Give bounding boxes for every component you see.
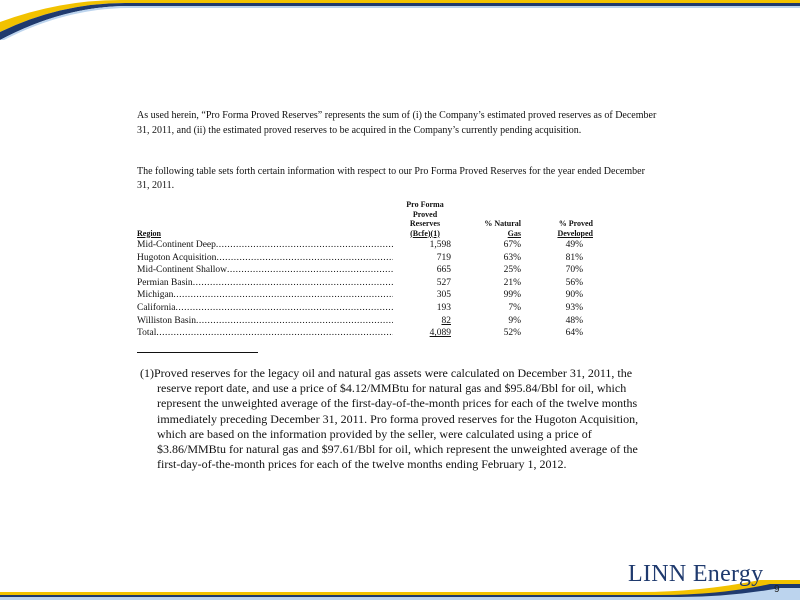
- total-developed-cell: 64%: [565, 328, 583, 339]
- region-cell: Hugoton Acquisition: [137, 252, 217, 263]
- region-cell: Mid-Continent Shallow: [137, 265, 227, 276]
- table-intro-paragraph: The following table sets forth certain information with respect to our Pro Forma Proved Reserves for the year ended December 31, 2011.: [137, 166, 645, 191]
- table-row: [137, 277, 593, 290]
- footnote-divider: [137, 352, 258, 353]
- region-header: Region: [137, 228, 161, 238]
- total-row: [137, 327, 593, 340]
- reserves-cell: 527: [436, 277, 451, 288]
- natural-gas-cell: 25%: [503, 265, 521, 276]
- developed-cell: 56%: [565, 277, 583, 288]
- page-number: 9: [774, 584, 780, 595]
- region-cell: Mid-Continent Deep: [137, 240, 216, 250]
- total-reserves-cell: 4,089: [429, 328, 451, 339]
- natural-gas-cell: 21%: [503, 277, 521, 288]
- region-cell: California: [137, 302, 176, 313]
- footnote: (1)Proved reserves for the legacy oil and natural gas assets were calculated on December 31, 2011, the reserve report date, and use a price of $4.12/MMBtu for natural gas and $95.84/Bbl for oil, which represent the unweighted average of the first-day-of-the-month prices for each of the twelve months immediately preceding December 31, 2011. Pro forma proved reserves for the Hugoton Acquisition, which are based on the information provided by the seller, were calculated using a price of $3.86/MMBtu for natural gas and $97.61/Bbl for oil, which represent the unweighted average of the first-day-of-the-month prices for each of the twelve months ending February 1, 2012.: [140, 366, 639, 472]
- natural-gas-cell: 67%: [503, 240, 521, 250]
- company-logo: LINN Energy: [628, 561, 764, 587]
- table-row: [137, 264, 593, 277]
- table-row: [137, 302, 593, 315]
- reserves-cell: 193: [436, 302, 451, 313]
- reserves-cell: 719: [436, 252, 451, 263]
- reserves-cell: 665: [436, 265, 451, 276]
- table-row: [137, 315, 593, 328]
- intro-paragraph: As used herein, “Pro Forma Proved Reserves” represents the sum of (i) the Company’s estimated proved reserves as of December 31, 2011, and (ii) the estimated proved reserves to be acquired in the Company’s currently pending acquisition.: [137, 110, 657, 136]
- reserves-table: [137, 200, 593, 340]
- total-natural-gas-cell: 52%: [503, 328, 521, 339]
- table-header-row: [137, 200, 593, 239]
- table-row: [137, 239, 593, 252]
- region-cell: Permian Basin: [137, 277, 193, 288]
- reserves-header: Pro Forma Proved Reserves (Bcfe)(1): [406, 200, 444, 238]
- developed-cell: 49%: [565, 240, 583, 250]
- natural-gas-cell: 63%: [503, 252, 521, 263]
- top-banner: [0, 0, 800, 40]
- developed-cell: 93%: [565, 302, 583, 313]
- natural-gas-cell: 9%: [508, 315, 521, 326]
- reserves-cell: 1,598: [429, 240, 451, 250]
- developed-cell: 70%: [565, 265, 583, 276]
- table-row: [137, 289, 593, 302]
- region-cell: Michigan: [137, 290, 174, 301]
- developed-header: % Proved Developed: [557, 219, 593, 238]
- total-label: Total: [137, 328, 157, 339]
- developed-cell: 81%: [565, 252, 583, 263]
- natural-gas-header: % Natural Gas: [484, 219, 521, 238]
- developed-cell: 48%: [565, 315, 583, 326]
- reserves-cell: 305: [436, 290, 451, 301]
- natural-gas-cell: 99%: [503, 290, 521, 301]
- natural-gas-cell: 7%: [508, 302, 521, 313]
- table-row: [137, 252, 593, 265]
- region-cell: Williston Basin: [137, 315, 196, 326]
- developed-cell: 90%: [565, 290, 583, 301]
- reserves-cell: 82: [441, 315, 451, 326]
